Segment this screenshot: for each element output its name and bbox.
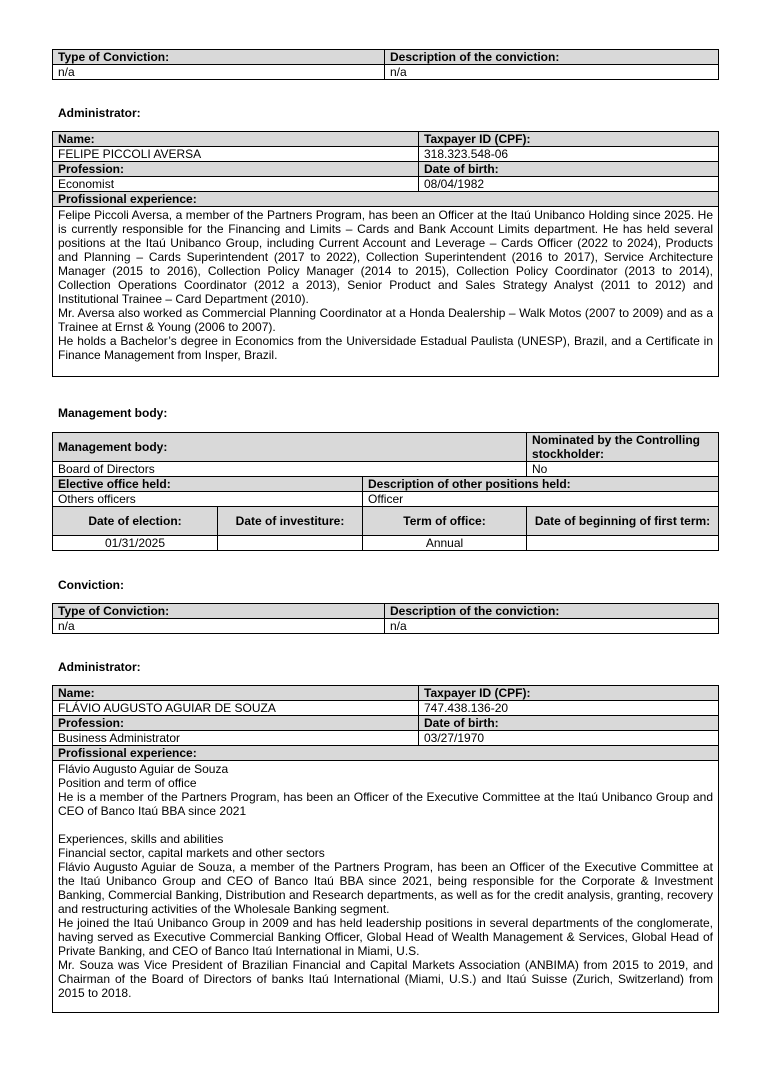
- name-label: Name:: [53, 132, 419, 147]
- name-label: Name:: [53, 686, 419, 701]
- date-of-election-label: Date of election:: [53, 507, 218, 536]
- nominated-value: No: [527, 462, 719, 477]
- type-of-conviction-value: n/a: [53, 619, 385, 634]
- elective-office-label: Elective office held:: [53, 477, 363, 492]
- type-of-conviction-label: Type of Conviction:: [53, 50, 385, 65]
- term-of-office-value: Annual: [363, 536, 527, 551]
- experience-text: [53, 761, 719, 1013]
- experience-blank-line: [58, 818, 713, 832]
- experience-label: Profissional experience:: [53, 746, 719, 761]
- first-term-date-label: Date of beginning of first term:: [527, 507, 719, 536]
- conviction-table: [52, 603, 719, 634]
- type-of-conviction-label: Type of Conviction:: [53, 604, 385, 619]
- conviction-heading: Conviction:: [58, 578, 124, 592]
- description-of-conviction-value: n/a: [385, 619, 719, 634]
- dob-value: 08/04/1982: [419, 177, 719, 192]
- dob-label: Date of birth:: [419, 162, 719, 177]
- cpf-label: Taxpayer ID (CPF):: [419, 686, 719, 701]
- administrator-table-2: [52, 685, 719, 1013]
- experience-paragraph: Mr. Souza was Vice President of Brazilian Financial and Capital Markets Association (ANBIMA) from 2015 to 2019, and Chairman of the Board of Directors of banks Itaú International (Miami, U.S.) and Itaú Suisse (Zurich, Switzerland) from 2015 to 2018.: [58, 958, 713, 1000]
- profession-value: Business Administrator: [53, 731, 419, 746]
- administrator-table-1: [52, 131, 719, 377]
- cpf-value: 747.438.136-20: [419, 701, 719, 716]
- profession-value: Economist: [53, 177, 419, 192]
- experience-line: Experiences, skills and abilities: [58, 832, 224, 846]
- date-of-investiture-value: [218, 536, 363, 551]
- experience-label: Profissional experience:: [53, 192, 719, 207]
- date-of-election-value: 01/31/2025: [53, 536, 218, 551]
- first-term-date-value: [527, 536, 719, 551]
- date-of-investiture-label: Date of investiture:: [218, 507, 363, 536]
- experience-paragraph: He holds a Bachelor’s degree in Economics from the Universidade Estadual Paulista (UNESP), Brazil, and a Certificate in Finance Management from Insper, Brazil.: [58, 334, 713, 362]
- experience-text: [53, 207, 719, 377]
- management-body-heading: Management body:: [58, 406, 168, 420]
- management-body-label: Management body:: [53, 433, 527, 462]
- other-positions-value: Officer: [363, 492, 719, 507]
- dob-label: Date of birth:: [419, 716, 719, 731]
- profession-label: Profession:: [53, 716, 419, 731]
- experience-paragraph: He is a member of the Partners Program, has been an Officer of the Executive Committee at the Itaú Unibanco Group and CEO of Banco Itaú BBA since 2021: [58, 790, 713, 818]
- management-body-value: Board of Directors: [53, 462, 527, 477]
- cpf-value: 318.323.548-06: [419, 147, 719, 162]
- name-value: FLÁVIO AUGUSTO AGUIAR DE SOUZA: [53, 701, 419, 716]
- name-value: FELIPE PICCOLI AVERSA: [53, 147, 419, 162]
- experience-paragraph: Felipe Piccoli Aversa, a member of the Partners Program, has been an Officer at the Itaú Unibanco Holding since 2025. He is currently responsible for the Financing and Limits – Cards and Bank Account Limits department. He has held several positions at the Itaú Unibanco Group, including Current Account and Leverage – Cards Officer (2022 to 2024), Products and Planning – Cards Superintendent (2017 to 2022), Collection Superintendent (2016 to 2017), Service Architecture Manager (2015 to 2016), Collection Policy Manager (2014 to 2015), Collection Policy Coordinator (2013 to 2014), Collection Operations Coordinator (2012 a 2013), Senior Product and Sales Strategy Analyst (2011 to 2012) and Institutional Trainee – Card Department (2010).: [58, 208, 713, 306]
- experience-line: Flávio Augusto Aguiar de Souza: [58, 762, 229, 776]
- profession-label: Profession:: [53, 162, 419, 177]
- administrator-heading-1: Administrator:: [58, 106, 141, 120]
- type-of-conviction-value: n/a: [53, 65, 385, 80]
- other-positions-label: Description of other positions held:: [363, 477, 719, 492]
- nominated-label: Nominated by the Controlling stockholder:: [527, 433, 719, 462]
- administrator-heading-2: Administrator:: [58, 660, 141, 674]
- management-body-table: [52, 432, 719, 551]
- conviction-table-top: [52, 49, 719, 80]
- description-of-conviction-label: Description of the conviction:: [385, 50, 719, 65]
- experience-line: Position and term of office: [58, 776, 197, 790]
- experience-paragraph: He joined the Itaú Unibanco Group in 2009 and has held leadership positions in several departments of the conglomerate, having served as Executive Commercial Banking Officer, Global Head of Wealth Management & Services, Global Head of Private Banking, and CEO of Banco Itaú International in Miami, U.S.: [58, 916, 713, 958]
- experience-paragraph: Flávio Augusto Aguiar de Souza, a member of the Partners Program, has been an Officer of the Executive Committee at the Itaú Unibanco Group and CEO of Banco Itaú BBA since 2021, being responsible for the Corporate & Investment Banking, Commercial Banking, Distribution and Research departments, as well as for the credit analysis, granting, recovery and restructuring activities of the Wholesale Banking segment.: [58, 860, 713, 916]
- experience-paragraph: Mr. Aversa also worked as Commercial Planning Coordinator at a Honda Dealership – Walk Motos (2007 to 2009) and as a Trainee at Ernst & Young (2006 to 2007).: [58, 306, 713, 334]
- elective-office-value: Others officers: [53, 492, 363, 507]
- cpf-label: Taxpayer ID (CPF):: [419, 132, 719, 147]
- description-of-conviction-value: n/a: [385, 65, 719, 80]
- experience-line: Financial sector, capital markets and other sectors: [58, 846, 325, 860]
- description-of-conviction-label: Description of the conviction:: [385, 604, 719, 619]
- dob-value: 03/27/1970: [419, 731, 719, 746]
- term-of-office-label: Term of office:: [363, 507, 527, 536]
